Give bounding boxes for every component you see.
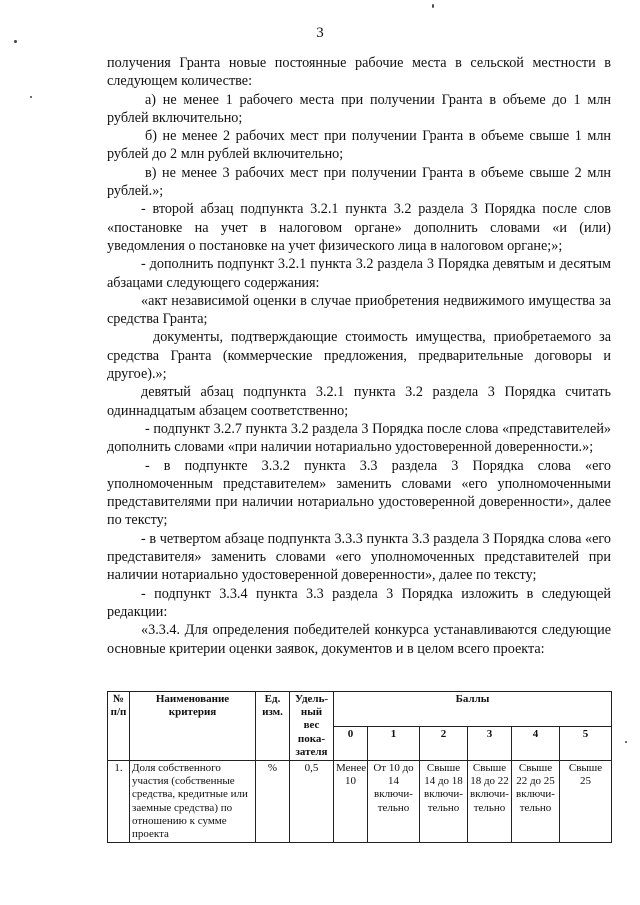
paragraph: - дополнить подпункт 3.2.1 пункта 3.2 раздела 3 Порядка девятым и десятым абзацами следующего содержания: xyxy=(107,256,611,291)
paragraph: - второй абзац подпункта 3.2.1 пункта 3.2 раздела 3 Порядка после слов «постановке на учет в налоговом органе» дополнить словами «и (или) уведомления о постановке на учет физического лица в налоговом органе;»; xyxy=(107,201,611,254)
score-col-header: 5 xyxy=(560,726,612,761)
paragraph: б) не менее 2 рабочих мест при получении Гранта в объеме свыше 1 млн рублей до 2 млн рублей включительно; xyxy=(107,128,611,163)
table-row xyxy=(108,761,612,843)
row-unit: % xyxy=(256,761,290,843)
score-col-header: 1 xyxy=(368,726,420,761)
header-weight: Удель-ный вес пока-зателя xyxy=(290,692,334,761)
paragraph: девятый абзац подпункта 3.2.1 пункта 3.2 раздела 3 Порядка считать одиннадцатым абзацем соответственно; xyxy=(107,384,611,419)
body-text xyxy=(107,54,611,658)
row-num: 1. xyxy=(108,761,130,843)
row-score: От 10 до 14 включи-тельно xyxy=(368,761,420,843)
paragraph: получения Гранта новые постоянные рабочие места в сельской местности в следующем количестве: xyxy=(107,55,611,90)
header-num: № п/п xyxy=(108,692,130,761)
header-name: Наименование критерия xyxy=(130,692,256,761)
paragraph: в) не менее 3 рабочих мест при получении Гранта в объеме свыше 2 млн рублей.»; xyxy=(107,164,611,200)
paragraph: - в четвертом абзаце подпункта 3.3.3 пункта 3.3 раздела 3 Порядка слова «его представителя» заменить словами «его уполномоченных представителей при наличии нотариально удостоверенной доверенности», далее по тексту; xyxy=(107,530,611,584)
scan-speck xyxy=(625,741,627,743)
paragraph: документы, подтверждающие стоимость имущества, приобретаемого за средства Гранта (коммерческие предложения, предварительные договоры и другое).»; xyxy=(107,329,611,383)
score-col-header: 4 xyxy=(512,726,560,761)
score-col-header: 2 xyxy=(420,726,468,761)
row-score: Свыше 22 до 25 включи-тельно xyxy=(512,761,560,843)
table-header-row xyxy=(108,692,612,727)
paragraph: «акт независимой оценки в случае приобретения недвижимого имущества за средства Гранта; xyxy=(107,292,611,328)
paragraph: - подпункт 3.2.7 пункта 3.2 раздела 3 Порядка после слова «представителей» дополнить словами «при наличии нотариально удостоверенной доверенности.»; xyxy=(107,420,611,456)
row-score: Свыше 18 до 22 включи-тельно xyxy=(468,761,512,843)
page-number: 3 xyxy=(316,25,324,41)
paragraph: - подпункт 3.3.4 пункта 3.3 раздела 3 Порядка изложить в следующей редакции: xyxy=(107,585,611,620)
row-weight: 0,5 xyxy=(290,761,334,843)
criteria-table xyxy=(107,691,612,843)
scan-speck xyxy=(30,96,32,98)
header-points: Баллы xyxy=(334,692,612,727)
score-col-header: 0 xyxy=(334,726,368,761)
row-name: Доля собственного участия (собственные средства, кредитные или заемные средства) по отношению к сумме проекта xyxy=(130,761,256,843)
row-score: Менее 10 xyxy=(334,761,368,843)
scan-speck xyxy=(432,4,434,8)
header-unit: Ед. изм. xyxy=(256,692,290,761)
paragraph: а) не менее 1 рабочего места при получении Гранта в объеме до 1 млн рублей включительно; xyxy=(107,91,611,126)
row-score: Свыше 25 xyxy=(560,761,612,843)
row-score: Свыше 14 до 18 включи-тельно xyxy=(420,761,468,843)
paragraph: «3.3.4. Для определения победителей конкурса устанавливаются следующие основные критерии оценки заявок, документов и в целом всего проекта: xyxy=(107,622,611,657)
paragraph: - в подпункте 3.3.2 пункта 3.3 раздела 3 Порядка слова «его уполномоченным представителем» заменить словами «его уполномоченными представителями при наличии нотариально удостоверенной доверенности», далее по тексту; xyxy=(107,457,611,529)
scan-speck xyxy=(14,40,17,43)
score-col-header: 3 xyxy=(468,726,512,761)
